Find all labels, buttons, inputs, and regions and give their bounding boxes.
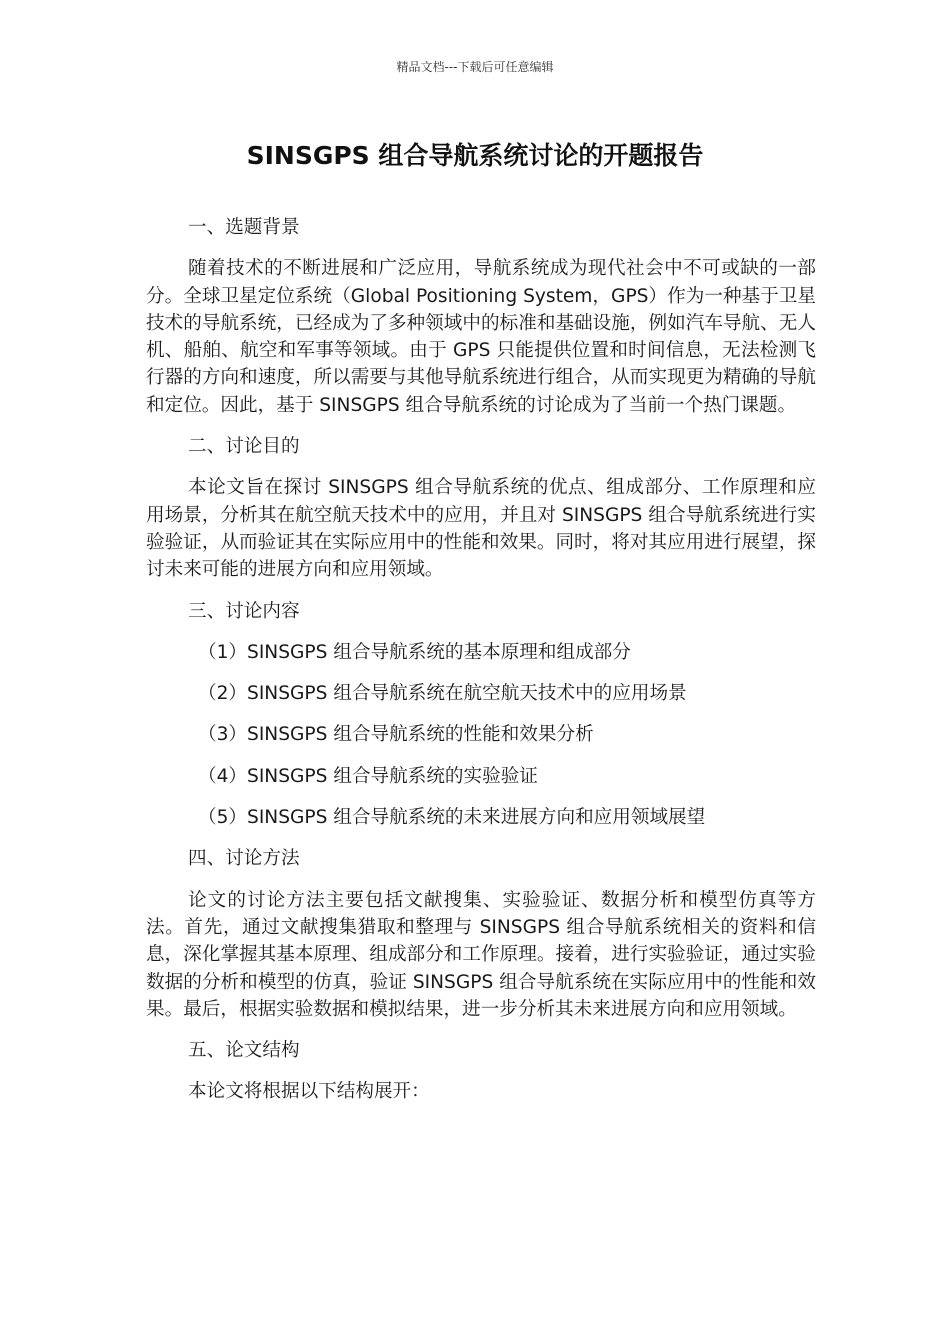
paragraph-purpose: 本论文旨在探讨 SINSGPS 组合导航系统的优点、组成部分、工作原理和应用场景，分析其在航空航天技术中的应用，并且对 SINSGPS 组合导航系统进行实验验证，从而验证其在实际应用中的性能和效果。同时，将对其应用进行展望，探讨未来可能的进展方向和应用领域。 — [146, 477, 816, 581]
document-body — [146, 214, 816, 1120]
section-heading-background: 一、选题背景 — [188, 217, 300, 238]
paragraph-method: 论文的讨论方法主要包括文献搜集、实验验证、数据分析和模型仿真等方法。首先，通过文献搜集猎取和整理与 SINSGPS 组合导航系统相关的资料和信息，深化掌握其基本原理、组成部分和工作原理。接着，进行实验验证，通过实验数据的分析和模型的仿真，验证 SINSGPS 组合导航系统在实际应用中的性能和效果。最后，根据实验数据和模拟结果，进一步分析其未来进展方向和应用领域。 — [146, 889, 816, 1020]
paragraph-structure: 本论文将根据以下结构展开： — [188, 1081, 430, 1103]
content-list-item: （5）SINSGPS 组合导航系统的未来进展方向和应用领域展望 — [198, 807, 706, 829]
paragraph-background: 随着技术的不断进展和广泛应用，导航系统成为现代社会中不可或缺的一部分。全球卫星定位系统（Global Positioning System，GPS）作为一种基于卫星技术的导航系统，已经成为了多种领域中的标准和基础设施，例如汽车导航、无人机、船舶、航空和军事等领域。由于 GPS 只能提供位置和时间信息，无法检测飞行器的方向和速度，所以需要与其他导航系统进行组合，从而实现更为精确的导航和定位。因此，基于 SINSGPS 组合导航系统的讨论成为了当前一个热门课题。 — [146, 258, 816, 416]
section-heading-structure: 五、论文结构 — [188, 1040, 300, 1062]
section-heading-method: 四、讨论方法 — [188, 848, 300, 870]
content-list-item: （1）SINSGPS 组合导航系统的基本原理和组成部分 — [198, 641, 631, 663]
content-list-item: （2）SINSGPS 组合导航系统在航空航天技术中的应用场景 — [198, 683, 687, 705]
section-heading-purpose: 二、讨论目的 — [188, 436, 300, 458]
content-list-item: （4）SINSGPS 组合导航系统的实验验证 — [198, 765, 538, 787]
document-title: SINSGPS 组合导航系统讨论的开题报告 — [246, 141, 704, 170]
section-heading-content: 三、讨论内容 — [188, 600, 300, 622]
header-note: 精品文档---下载后可任意编辑 — [396, 60, 554, 74]
content-list-item: （3）SINSGPS 组合导航系统的性能和效果分析 — [198, 724, 594, 746]
